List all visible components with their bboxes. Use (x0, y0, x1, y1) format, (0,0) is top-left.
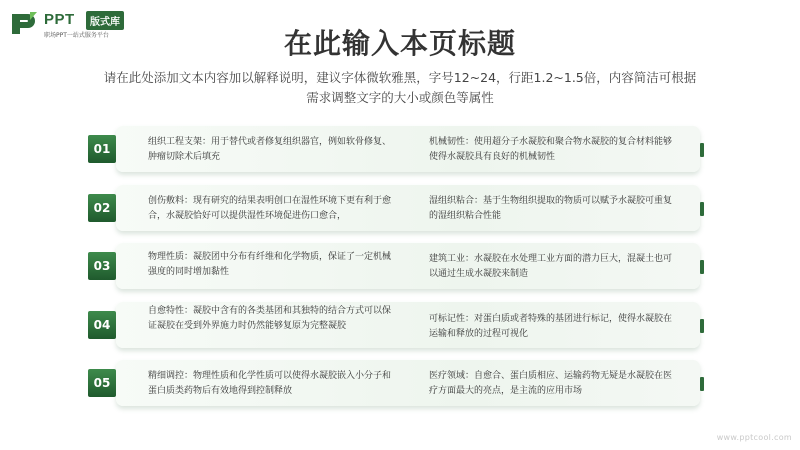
card-edge-tab (700, 377, 704, 391)
feature-left-text: 物理性质：凝胶团中分布有纤维和化学物质，保证了一定机械强度的同时增加黏性 (148, 252, 392, 277)
feature-card (116, 126, 700, 172)
feature-card (116, 185, 700, 231)
card-edge-tab (700, 260, 704, 274)
page-subtitle: 请在此处添加文本内容加以解释说明，建议字体微软雅黑，字号12~24，行距1.2~1.5倍，内容简洁可根据需求调整文字的大小或颜色等属性 (103, 70, 697, 105)
page-title: 在此输入本页标题 (283, 27, 516, 60)
feature-card (116, 360, 700, 406)
row-number: 05 (88, 369, 116, 397)
feature-card (116, 243, 700, 289)
row-number: 01 (88, 135, 116, 163)
feature-list (88, 126, 708, 419)
feature-right-text: 医疗领域：自愈合、蛋白质相应、运输药物无疑是水凝胶在医疗方面最大的亮点，是主流的应用市场 (429, 371, 673, 396)
feature-card (116, 302, 700, 348)
feature-right-text: 可标记性：对蛋白质或者特殊的基团进行标记，使得水凝胶在运输和释放的过程可视化 (429, 313, 673, 339)
feature-row (88, 126, 708, 176)
card-edge-tab (700, 319, 704, 333)
feature-left-text: 创伤敷料：现有研究的结果表明创口在湿性环境下更有利于愈合，水凝胶恰好可以提供湿性环境促进伤口愈合， (148, 195, 392, 221)
feature-right-text: 建筑工业：水凝胶在水处理工业方面的潜力巨大，混凝土也可以通过生成水凝胶来制造 (429, 254, 673, 279)
feature-row (88, 243, 708, 293)
logo-badge: 版式库 (86, 11, 124, 30)
feature-left-text: 组织工程支架：用于替代或者修复组织器官，例如软骨修复、肿瘤切除术后填充 (148, 137, 392, 162)
row-number: 03 (88, 252, 116, 280)
row-number: 04 (88, 311, 116, 339)
feature-row (88, 302, 708, 352)
feature-row (88, 185, 708, 235)
feature-left-text: 精细调控：物理性质和化学性质可以使得水凝胶嵌入小分子和蛋白质类药物后有效地得到控制释放 (148, 371, 392, 396)
card-edge-tab (700, 143, 704, 157)
row-number: 02 (88, 194, 116, 222)
logo-text: PPT (44, 11, 75, 28)
feature-left-text: 自愈特性：凝胶中含有的各类基团和其独特的结合方式可以保证凝胶在受到外界施力时仍然能够复原为完整凝胶 (148, 305, 392, 331)
card-edge-tab (700, 202, 704, 216)
logo-tagline: 职场PPT一站式服务平台 (44, 32, 109, 39)
feature-right-text: 湿组织粘合：基于生物组织提取的物质可以赋予水凝胶可重复的湿组织粘合性能 (429, 195, 673, 221)
watermark: www.pptcool.com (716, 433, 792, 442)
feature-right-text: 机械韧性：使用超分子水凝胶和聚合物水凝胶的复合材料能够使得水凝胶具有良好的机械韧性 (429, 137, 673, 162)
feature-row (88, 360, 708, 410)
